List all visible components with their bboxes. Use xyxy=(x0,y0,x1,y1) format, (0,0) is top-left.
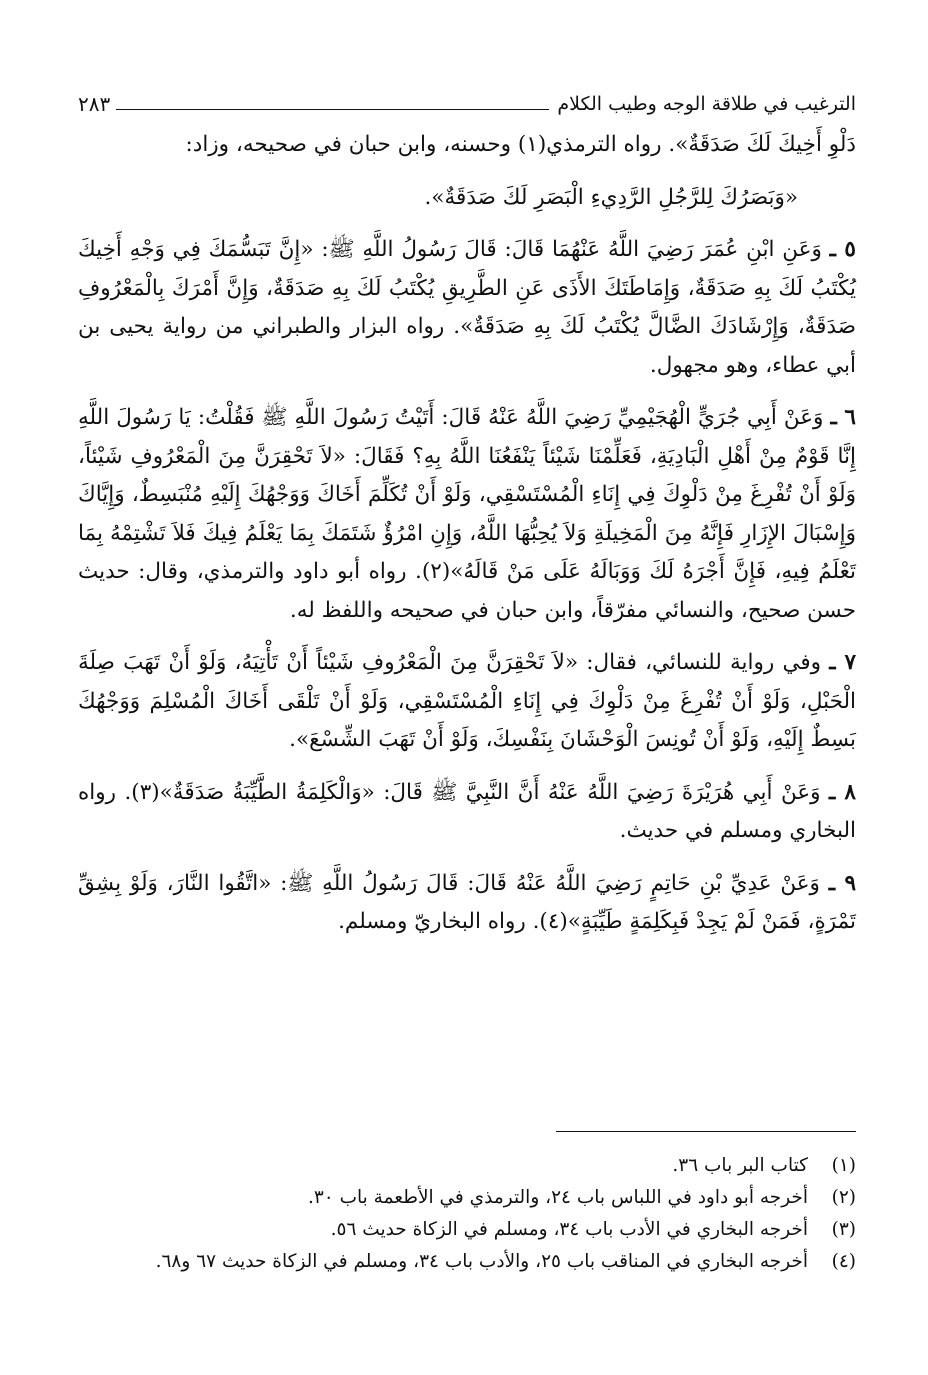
footnote-number: (٣) xyxy=(831,1219,856,1240)
hadith-text: وَعَنْ أَبِي جُرَيٍّ الْهُجَيْمِيِّ رَضِيَ اللَّهُ عَنْهُ قَالَ: أَتَيْتُ رَسُولَ اللَّهِ ﷺ فَقُلْتُ: يَا رَسُولَ اللَّهِ إِنَّا قَوْمٌ مِنْ أَهْلِ الْبَادِيَةِ، فَعَلِّمْنَا شَيْئاً يَنْفَعُنَا اللَّهُ بِهِ؟ فَقَالَ: «لاَ تَحْقِرَنَّ مِنَ الْمَعْرُوفِ شَيْئاً، وَلَوْ أَنْ تُفْرِغَ مِنْ دَلْوِكَ فِي إِنَاءِ الْمُسْتَسْقِي، وَلَوْ أَنْ تُكَلِّمَ أَخَاكَ وَوَجْهُكَ إِلَيْهِ مُنْبَسِطٌ، وَإِيَّاكَ وَإِسْبَالَ الإِزَارِ فَإِنَّهُ مِنَ الْمَخِيلَةِ وَلاَ يُحِبُّهَا اللَّهُ، وَإِنِ امْرُؤٌ شَتَمَكَ بِمَا يَعْلَمُ فِيكَ فَلاَ تَشْتِمْهُ بِمَا تَعْلَمُ فِيهِ، فَإِنَّ أَجْرَهُ لَكَ وَوَبَالَهُ عَلَى مَنْ قَالَهُ»(٢). رواه أبو داود والترمذي، وقال: حديث حسن صحيح، والنسائي مفرّقاً، وابن حبان في صحيحه واللفظ له. xyxy=(78,405,856,623)
running-title: الترغيب في طلاقة الوجه وطيب الكلام xyxy=(557,93,856,115)
paragraph-text: دَلْوِ أَخِيكَ لَكَ صَدَقَةٌ». رواه الترمذي(١) وحسنه، وابن حبان في صحيحه، وزاد: xyxy=(185,132,856,157)
footnote-number: (٢) xyxy=(831,1187,856,1208)
footnote-item xyxy=(78,1182,856,1214)
hadith-number: ٥ ـ xyxy=(829,237,856,262)
footnote-text: أخرجه البخاري في الأدب باب ٣٤، ومسلم في الزكاة حديث ٥٦. xyxy=(330,1219,808,1240)
header-rule xyxy=(116,109,549,110)
hadith-number: ٦ ـ xyxy=(830,405,856,430)
footnote-text: أخرجه البخاري في المناقب باب ٢٥، والأدب باب ٣٤، ومسلم في الزكاة حديث ٦٧ و٦٨. xyxy=(155,1251,808,1272)
hadith-text: وَعَنْ أَبِي هُرَيْرَةَ رَضِيَ اللَّهُ عَنْهُ أَنَّ النَّبِيَّ ﷺ قَالَ: «وَالْكَلِمَةُ الطَّيِّبَةُ صَدَقَةٌ»(٣). رواه البخاري ومسلم في حديث. xyxy=(78,779,856,843)
footnote-number: (١) xyxy=(831,1155,856,1176)
footnotes xyxy=(78,1150,856,1278)
hadith-text: وفي رواية للنسائي، فقال: «لاَ تَحْقِرَنَّ مِنَ الْمَعْرُوفِ شَيْئاً أَنْ تَأْتِيَهُ، وَلَوْ أَنْ تَهَبَ صِلَةَ الْحَبْلِ، وَلَوْ أَنْ تُفْرِغَ مِنْ دَلْوِكَ فِي إِنَاءِ الْمُسْتَسْقِي، وَلَوْ أَنْ تَلْقَى أَخَاكَ الْمُسْلِمَ وَوَجْهُكَ بَسِطٌ إِلَيْهِ، وَلَوْ أَنْ تُونِسَ الْوَحْشَانَ بِنَفْسِكَ، وَلَوْ أَنْ تَهَبَ الشِّسْعَ». xyxy=(78,650,856,752)
paragraph-quote xyxy=(78,179,856,218)
footnote-item xyxy=(78,1150,856,1182)
footnote-divider xyxy=(556,1131,856,1132)
footnote-text: كتاب البر باب ٣٦. xyxy=(672,1155,808,1176)
main-text xyxy=(78,126,856,956)
hadith-9 xyxy=(78,865,856,942)
hadith-number: ٨ ـ xyxy=(829,779,856,805)
hadith-number: ٧ ـ xyxy=(829,650,856,675)
footnote-item xyxy=(78,1246,856,1278)
hadith-5 xyxy=(78,231,856,385)
hadith-text: وَعَنِ ابْنِ عُمَرَ رَضِيَ اللَّهُ عَنْهُمَا قَالَ: قَالَ رَسُولُ اللَّهِ ﷺ: «إِنَّ تَبَسُّمَكَ فِي وَجْهِ أَخِيكَ يُكْتَبُ لَكَ بِهِ صَدَقَةٌ، وَإِمَاطَتَكَ الأَذَى عَنِ الطَّرِيقِ يُكْتَبُ لَكَ بِهِ صَدَقَةٌ، وَإِنَّ أَمْرَكَ بِالْمَعْرُوفِ صَدَقَةٌ، وَإِرْشَادَكَ الضَّالَّ يُكْتَبُ لَكَ بِهِ صَدَقَةٌ». رواه البزار والطبراني من رواية يحيى بن أبي عطاء، وهو مجهول. xyxy=(78,237,856,378)
running-header xyxy=(78,80,856,114)
paragraph-text: «وَبَصَرُكَ لِلرَّجُلِ الرَّدِيءِ الْبَصَرِ لَكَ صَدَقَةٌ». xyxy=(424,184,798,210)
paragraph-continuation xyxy=(78,126,856,165)
footnote-text: أخرجه أبو داود في اللباس باب ٢٤، والترمذي في الأطعمة باب ٣٠. xyxy=(307,1187,808,1208)
footnote-number: (٤) xyxy=(831,1251,856,1272)
hadith-8 xyxy=(78,774,856,851)
page-number: ٢٨٣ xyxy=(78,92,111,116)
hadith-text: وَعَنْ عَدِيِّ بْنِ حَاتِمٍ رَضِيَ اللَّهُ عَنْهُ قَالَ: قَالَ رَسُولُ اللَّهِ ﷺ: «اتَّقُوا النَّارَ، وَلَوْ بِشِقِّ تَمْرَةٍ، فَمَنْ لَمْ يَجِدْ فَبِكَلِمَةٍ طَيِّبَةٍ»(٤). رواه البخاريّ ومسلم. xyxy=(78,870,856,934)
hadith-7 xyxy=(78,644,856,760)
footnote-item xyxy=(78,1214,856,1246)
hadith-6 xyxy=(78,399,856,630)
hadith-number: ٩ ـ xyxy=(828,870,856,896)
